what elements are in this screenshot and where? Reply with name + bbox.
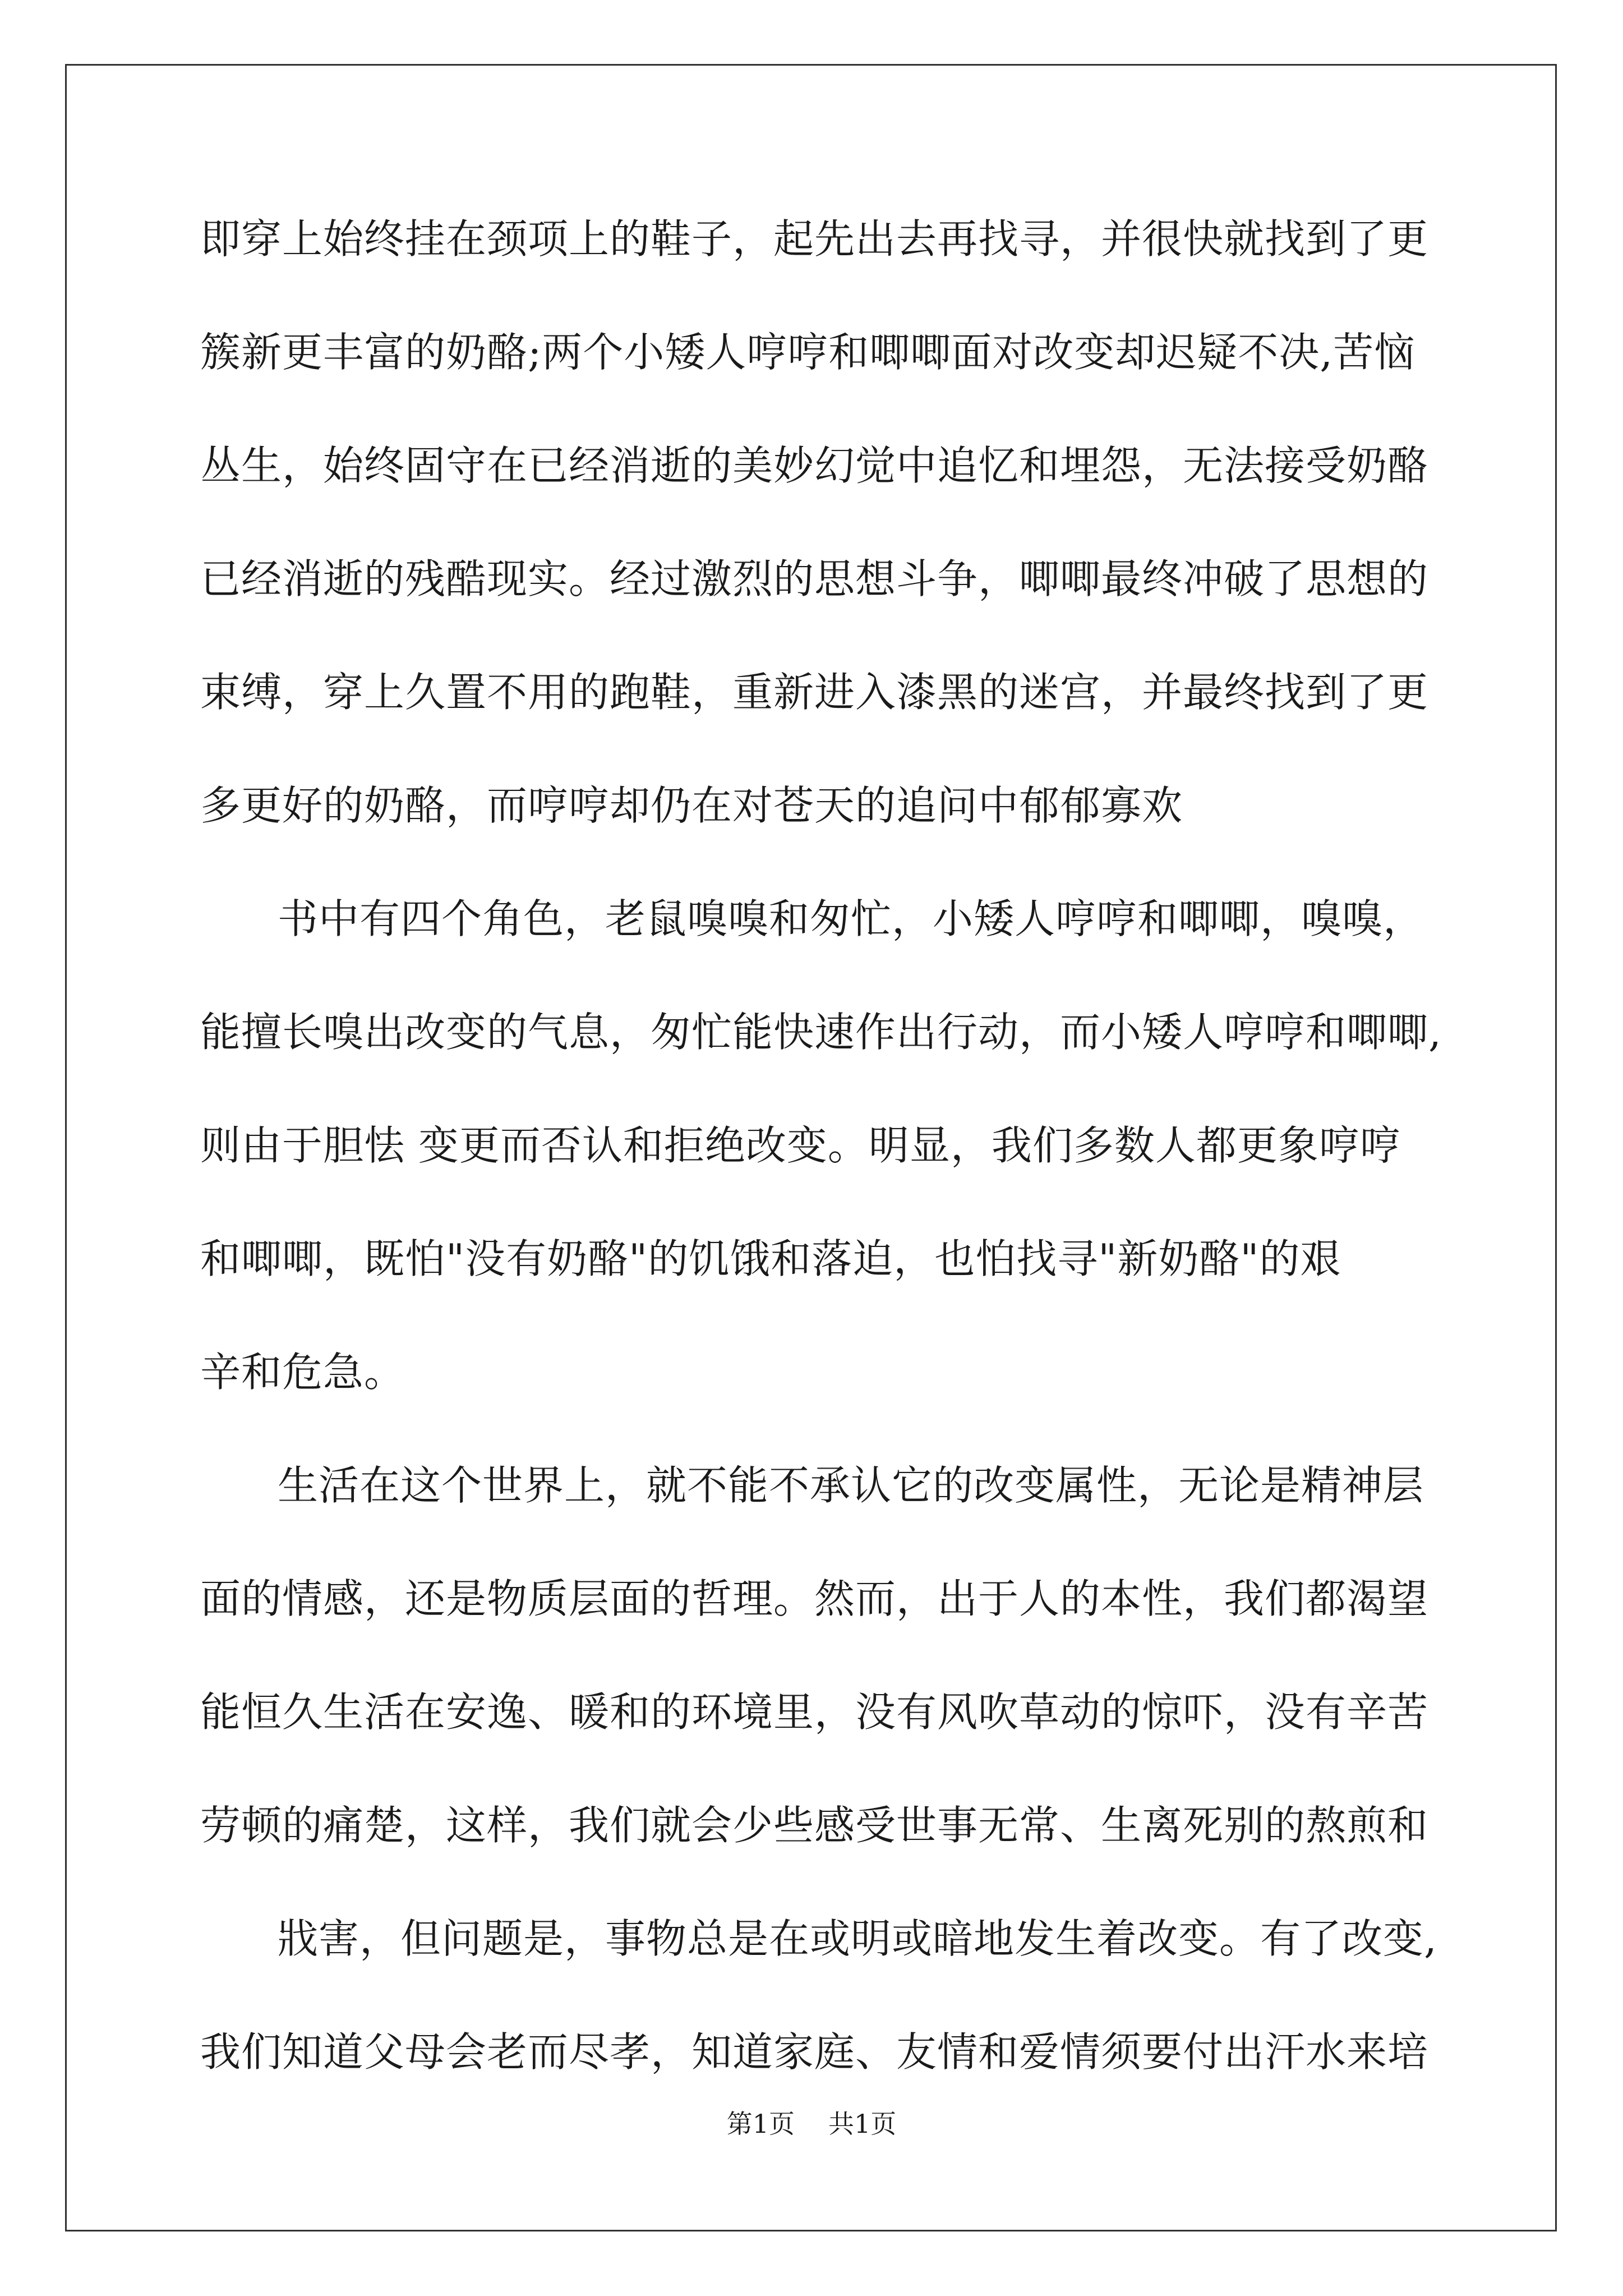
text-line: 丛生，始终固守在已经消逝的美妙幻觉中追忆和埋怨，无法接受奶酪	[200, 442, 1429, 489]
text-line: 劳顿的痛楚，这样，我们就会少些感受世事无常、生离死别的熬煎和	[200, 1802, 1429, 1849]
text-line: 簇新更丰富的奶酪;两个小矮人哼哼和唧唧面对改变却迟疑不决,苦恼	[200, 329, 1415, 376]
text-line: 我们知道父母会老而尽孝，知道家庭、友情和爱情须要付出汗水来培	[200, 2028, 1429, 2076]
page-number: 第1页	[726, 2109, 795, 2139]
page-footer	[0, 2107, 1623, 2141]
text-line: 面的情感，还是物质层面的哲理。然而，出于人的本性，我们都渴望	[200, 1575, 1429, 1622]
text-line: 则由于胆怯 变更而否认和拒绝改变。明显，我们多数人都更象哼哼	[200, 1122, 1401, 1169]
text-line: 能擅长嗅出改变的气息，匆忙能快速作出行动，而小矮人哼哼和唧唧,	[200, 1009, 1442, 1056]
text-line: 已经消逝的残酷现实。经过激烈的思想斗争，唧唧最终冲破了思想的	[200, 555, 1429, 602]
text-line: 束缚，穿上久置不用的跑鞋，重新进入漆黑的迷宫，并最终找到了更	[200, 669, 1429, 716]
text-line: 和唧唧，既怕"没有奶酪"的饥饿和落迫，也怕找寻"新奶酪"的艰	[200, 1235, 1341, 1282]
text-line: 辛和危急。	[200, 1349, 405, 1396]
text-line: 多更好的奶酪，而哼哼却仍在对苍天的追问中郁郁寡欢	[200, 782, 1183, 829]
paragraph-first-line: 书中有四个角色，老鼠嗅嗅和匆忙，小矮人哼哼和唧唧，嗅嗅，	[278, 895, 1424, 942]
paragraph-first-line: 生活在这个世界上，就不能不承认它的改变属性，无论是精神层	[278, 1462, 1424, 1509]
text-line: 即穿上始终挂在颈项上的鞋子，起先出去再找寻，并很快就找到了更	[200, 215, 1429, 263]
page-total: 共1页	[828, 2109, 897, 2139]
text-line: 戕害，但问题是，事物总是在或明或暗地发生着改变。有了改变,	[278, 1915, 1437, 1962]
text-line: 能恒久生活在安逸、暖和的环境里，没有风吹草动的惊吓，没有辛苦	[200, 1688, 1429, 1736]
